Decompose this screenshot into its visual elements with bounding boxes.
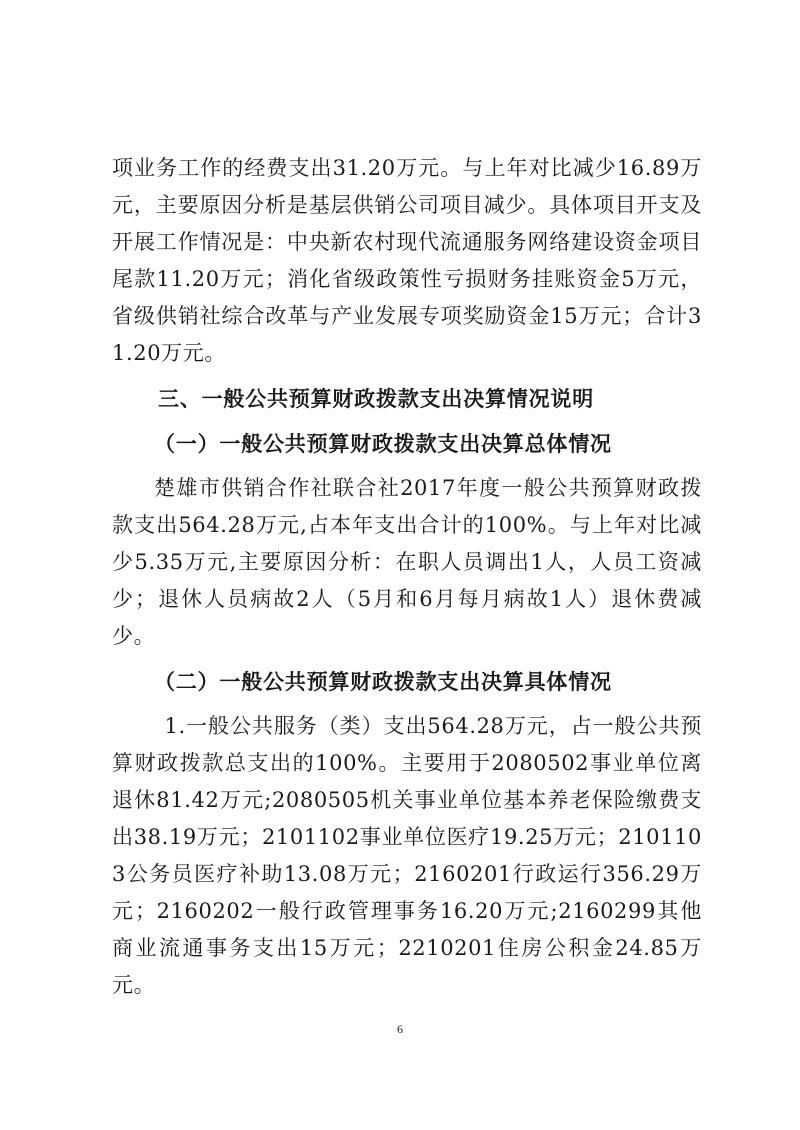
subsection-heading-3-1: （一）一般公共预算财政拨款支出决算总体情况 (154, 431, 612, 456)
paragraph-project-expenditure: 项业务工作的经费支出31.20万元。与上年对比减少16.89万元，主要原因分析是基层供销公司项目减少。具体项目开支及开展工作情况是：中央新农村现代流通服务网络建设资金项目尾款11.20万元；消化省级政策性亏损财务挂账资金5万元，省级供销社综合改革与产业发展专项奖励资金15万元；合计31.20万元。 (112, 156, 702, 365)
subsection-heading-3-2: （二）一般公共预算财政拨款支出决算具体情况 (154, 669, 612, 694)
paragraph-overall-expenditure: 楚雄市供销合作社联合社2017年度一般公共预算财政拨款支出564.28万元,占本年支出合计的100%。与上年对比减少5.35万元,主要原因分析：在职人员调出1人，人员工资减少；退休人员病故2人（5月和6月每月病故1人）退休费减少。 (112, 476, 702, 648)
page-number: 6 (397, 1022, 403, 1036)
section-heading-3: 三、一般公共预算财政拨款支出决算情况说明 (158, 386, 594, 411)
page-content (112, 150, 702, 1004)
paragraph-detailed-expenditure: 1.一般公共服务（类）支出564.28万元，占一般公共预算财政拨款总支出的100%。主要用于2080502事业单位离退休81.42万元;2080505机关事业单位基本养老保险缴费支出38.19万元；2101102事业单位医疗19.25万元；2101103公务员医疗补助13.08万元；2160201行政运行356.29万元；2160202一般行政管理事务16.20万元;2160299其他商业流通事务支出15万元；2210201住房公积金24.85万元。 (112, 714, 702, 997)
